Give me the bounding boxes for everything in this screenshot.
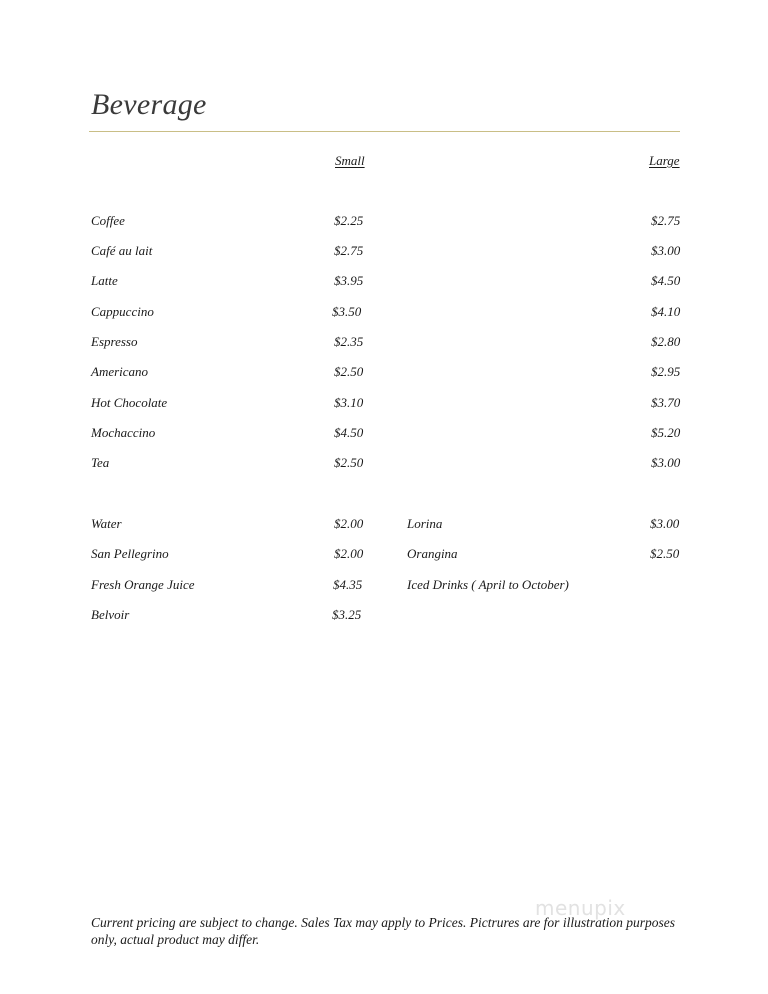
item-small-price: $2.25 — [334, 213, 364, 228]
item-name: Orangina — [407, 546, 458, 561]
item-name: Fresh Orange Juice — [91, 577, 195, 592]
item-price: $4.35 — [333, 577, 363, 592]
item-small-price: $3.10 — [334, 395, 364, 410]
item-small-price: $3.95 — [334, 273, 364, 288]
item-large-price: $2.75 — [651, 213, 681, 228]
item-name: Espresso — [91, 334, 138, 349]
watermark: menupix — [535, 896, 626, 920]
item-name: Iced Drinks ( April to October) — [407, 577, 569, 592]
item-small-price: $2.75 — [334, 243, 364, 258]
pricing-disclaimer: Current pricing are subject to change. Sales Tax may apply to Prices. Pictrures are for illustration purposes only, actual product may differ. — [91, 915, 675, 947]
item-name: San Pellegrino — [91, 546, 169, 561]
item-large-price: $2.95 — [651, 364, 681, 379]
item-small-price: $2.35 — [334, 334, 364, 349]
item-large-price: $5.20 — [651, 425, 681, 440]
item-large-price: $3.00 — [651, 243, 681, 258]
item-price: $2.00 — [334, 516, 364, 531]
item-name: Belvoir — [91, 607, 130, 622]
item-small-price: $3.50 — [332, 304, 362, 319]
item-name: Mochaccino — [91, 425, 156, 440]
page-title: Beverage — [91, 88, 207, 121]
item-name: Lorina — [407, 516, 443, 531]
item-large-price: $3.00 — [651, 455, 681, 470]
item-name: Café au lait — [91, 243, 153, 258]
item-large-price: $4.50 — [651, 273, 681, 288]
item-small-price: $4.50 — [334, 425, 364, 440]
item-price: $3.25 — [332, 607, 362, 622]
small-column-header: Small — [335, 153, 365, 168]
item-small-price: $2.50 — [334, 455, 364, 470]
item-name: Latte — [91, 273, 118, 288]
item-name: Tea — [91, 455, 110, 470]
item-price: $2.50 — [650, 546, 680, 561]
item-large-price: $2.80 — [651, 334, 681, 349]
item-large-price: $4.10 — [651, 304, 681, 319]
item-small-price: $2.50 — [334, 364, 364, 379]
item-name: Cappuccino — [91, 304, 154, 319]
large-column-header: Large — [649, 153, 680, 168]
item-price: $3.00 — [650, 516, 680, 531]
item-price: $2.00 — [334, 546, 364, 561]
item-name: Hot Chocolate — [91, 395, 168, 410]
item-name: Americano — [91, 364, 149, 379]
item-large-price: $3.70 — [651, 395, 681, 410]
item-name: Coffee — [91, 213, 125, 228]
title-divider — [89, 131, 680, 132]
item-name: Water — [91, 516, 122, 531]
